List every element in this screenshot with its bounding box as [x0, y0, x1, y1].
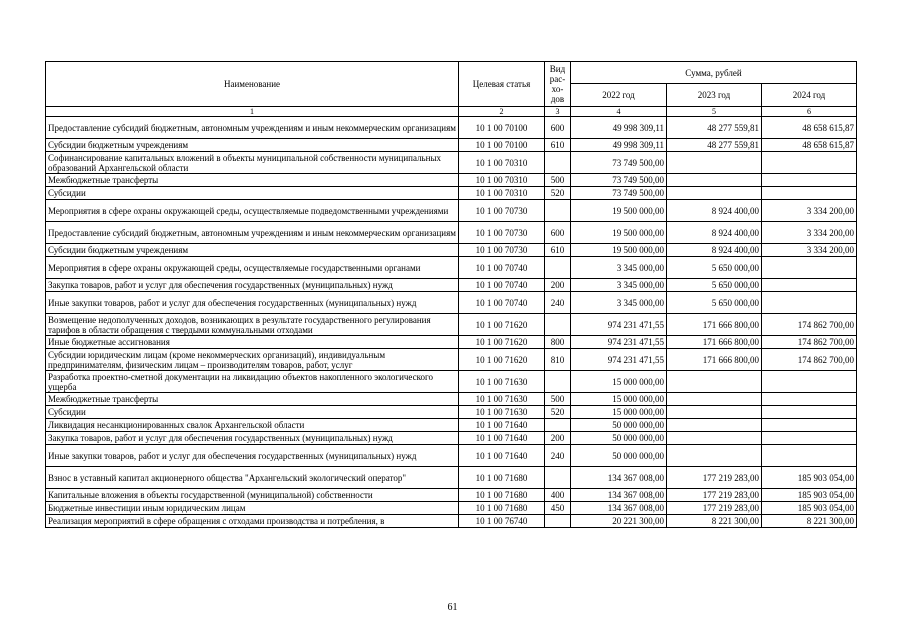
header-year-2023: 2023 год [667, 84, 762, 107]
row-amount-2023: 177 219 283,00 [667, 502, 762, 515]
row-amount-2022: 49 998 309,11 [571, 139, 667, 152]
row-name-text: Субсидии [48, 188, 86, 198]
row-amount-2023: 8 221 300,00 [667, 515, 762, 528]
column-number: 5 [667, 107, 762, 117]
row-amount-2023: 171 666 800,00 [667, 314, 762, 336]
row-amount-2023 [667, 174, 762, 187]
header-sum: Сумма, рублей [571, 62, 857, 84]
row-name [46, 200, 459, 222]
row-target-article: 10 1 00 71680 [459, 467, 545, 489]
row-amount-2024 [762, 187, 857, 200]
row-amount-2022: 3 345 000,00 [571, 257, 667, 279]
row-expense-type: 240 [545, 292, 571, 314]
row-amount-2022: 974 231 471,55 [571, 349, 667, 371]
row-amount-2023: 177 219 283,00 [667, 467, 762, 489]
row-amount-2024: 174 862 700,00 [762, 349, 857, 371]
row-expense-type: 400 [545, 489, 571, 502]
row-target-article: 10 1 00 70740 [459, 292, 545, 314]
row-amount-2023: 171 666 800,00 [667, 336, 762, 349]
header-year-2022: 2022 год [571, 84, 667, 107]
row-amount-2024 [762, 393, 857, 406]
row-amount-2022: 15 000 000,00 [571, 393, 667, 406]
row-amount-2022: 50 000 000,00 [571, 432, 667, 445]
row-name [46, 174, 459, 187]
row-amount-2023: 8 924 400,00 [667, 222, 762, 244]
row-amount-2022: 15 000 000,00 [571, 406, 667, 419]
row-name [46, 489, 459, 502]
row-amount-2024 [762, 174, 857, 187]
row-expense-type [545, 515, 571, 528]
row-name [46, 445, 459, 467]
column-number-row [46, 107, 857, 117]
row-target-article: 10 1 00 70740 [459, 279, 545, 292]
row-amount-2023: 48 277 559,81 [667, 117, 762, 139]
table-row [46, 371, 857, 393]
row-name-text: Межбюджетные трансферты [48, 394, 159, 404]
row-amount-2024: 3 334 200,00 [762, 222, 857, 244]
row-amount-2024: 48 658 615,87 [762, 117, 857, 139]
row-amount-2023 [667, 419, 762, 432]
row-expense-type: 610 [545, 244, 571, 257]
table-row [46, 515, 857, 528]
table-row [46, 349, 857, 371]
row-expense-type [545, 314, 571, 336]
row-expense-type: 240 [545, 445, 571, 467]
row-amount-2023 [667, 393, 762, 406]
row-amount-2022: 73 749 500,00 [571, 152, 667, 174]
row-name [46, 406, 459, 419]
header-target-article: Целевая статья [459, 62, 545, 107]
row-amount-2024 [762, 406, 857, 419]
table-row [46, 467, 857, 489]
row-target-article: 10 1 00 76740 [459, 515, 545, 528]
row-name [46, 419, 459, 432]
row-target-article: 10 1 00 70740 [459, 257, 545, 279]
table-row [46, 200, 857, 222]
table-row [46, 393, 857, 406]
row-name [46, 139, 459, 152]
header-name: Наименование [46, 62, 459, 107]
row-amount-2022: 73 749 500,00 [571, 174, 667, 187]
row-name [46, 393, 459, 406]
row-expense-type: 450 [545, 502, 571, 515]
row-name [46, 279, 459, 292]
row-expense-type: 600 [545, 117, 571, 139]
row-amount-2024 [762, 371, 857, 393]
row-target-article: 10 1 00 71640 [459, 432, 545, 445]
row-expense-type [545, 200, 571, 222]
row-name [46, 349, 459, 371]
row-amount-2024 [762, 279, 857, 292]
row-target-article: 10 1 00 71680 [459, 489, 545, 502]
row-name-text: Субсидии [48, 407, 86, 417]
table-row [46, 244, 857, 257]
row-amount-2023: 177 219 283,00 [667, 489, 762, 502]
table-row [46, 445, 857, 467]
row-name-text: Субсидии юридическим лицам (кроме некоммерческих организаций), индивидуальным предпринимателям, физическим лицам – производителям товаров, работ, услуг [48, 349, 386, 370]
row-name [46, 244, 459, 257]
table-row [46, 419, 857, 432]
row-name-text: Закупка товаров, работ и услуг для обеспечения государственных (муниципальных) нужд [48, 280, 393, 290]
row-target-article: 10 1 00 70100 [459, 139, 545, 152]
table-row [46, 222, 857, 244]
row-target-article: 10 1 00 71620 [459, 336, 545, 349]
table-row [46, 502, 857, 515]
row-name [46, 257, 459, 279]
row-name [46, 222, 459, 244]
row-amount-2023: 5 650 000,00 [667, 257, 762, 279]
table-row [46, 292, 857, 314]
row-amount-2024: 185 903 054,00 [762, 502, 857, 515]
row-name-text: Закупка товаров, работ и услуг для обеспечения государственных (муниципальных) нужд [48, 433, 393, 443]
row-amount-2023 [667, 406, 762, 419]
row-name-text: Иные бюджетные ассигнования [48, 337, 170, 347]
row-amount-2024: 185 903 054,00 [762, 467, 857, 489]
row-amount-2023: 171 666 800,00 [667, 349, 762, 371]
row-name-text: Реализация мероприятий в сфере обращения с отходами производства и потребления, в [48, 516, 385, 526]
row-amount-2024 [762, 152, 857, 174]
row-name-text: Предоставление субсидий бюджетным, автономным учреждениям и иным некоммерческим организациям [48, 227, 456, 238]
header-expense-type [545, 62, 571, 107]
row-target-article: 10 1 00 70310 [459, 152, 545, 174]
row-amount-2022: 974 231 471,55 [571, 336, 667, 349]
row-name [46, 371, 459, 393]
row-name [46, 152, 459, 174]
row-expense-type [545, 467, 571, 489]
row-amount-2022: 134 367 008,00 [571, 467, 667, 489]
row-amount-2022: 134 367 008,00 [571, 502, 667, 515]
row-target-article: 10 1 00 71680 [459, 502, 545, 515]
row-name [46, 187, 459, 200]
row-name [46, 117, 459, 139]
row-amount-2022: 974 231 471,55 [571, 314, 667, 336]
row-target-article: 10 1 00 70730 [459, 200, 545, 222]
header-expense-type-line: дов [550, 94, 565, 104]
budget-table [45, 61, 857, 528]
row-target-article: 10 1 00 70100 [459, 117, 545, 139]
row-target-article: 10 1 00 71630 [459, 406, 545, 419]
row-expense-type [545, 152, 571, 174]
row-amount-2022: 19 500 000,00 [571, 244, 667, 257]
table-row [46, 187, 857, 200]
row-name-text: Возмещение недополученных доходов, возникающих в результате государственного регулирования тарифов в области обращения с твердыми коммунальными отходами [48, 314, 431, 335]
row-amount-2024: 3 334 200,00 [762, 244, 857, 257]
row-target-article: 10 1 00 70730 [459, 222, 545, 244]
row-name [46, 336, 459, 349]
row-target-article: 10 1 00 71620 [459, 314, 545, 336]
row-amount-2022: 3 345 000,00 [571, 292, 667, 314]
row-expense-type: 800 [545, 336, 571, 349]
row-amount-2024: 185 903 054,00 [762, 489, 857, 502]
row-amount-2024 [762, 257, 857, 279]
row-name-text: Бюджетные инвестиции иным юридическим лицам [48, 503, 246, 513]
row-target-article: 10 1 00 71640 [459, 445, 545, 467]
table-row [46, 489, 857, 502]
row-amount-2022: 49 998 309,11 [571, 117, 667, 139]
row-expense-type: 520 [545, 406, 571, 419]
row-name-text: Межбюджетные трансферты [48, 175, 159, 185]
table-row [46, 257, 857, 279]
table-row [46, 336, 857, 349]
row-amount-2022: 19 500 000,00 [571, 222, 667, 244]
row-name [46, 292, 459, 314]
column-number: 3 [545, 107, 571, 117]
row-amount-2024: 3 334 200,00 [762, 200, 857, 222]
row-amount-2022: 73 749 500,00 [571, 187, 667, 200]
row-name-text: Взнос в уставный капитал акционерного общества "Архангельский экологический оператор" [48, 472, 407, 483]
row-amount-2024: 174 862 700,00 [762, 336, 857, 349]
row-expense-type: 810 [545, 349, 571, 371]
header-year-2024: 2024 год [762, 84, 857, 107]
row-amount-2024 [762, 445, 857, 467]
row-name-text: Иные закупки товаров, работ и услуг для обеспечения государственных (муниципальных) нужд [48, 297, 417, 308]
column-number: 4 [571, 107, 667, 117]
row-amount-2024: 48 658 615,87 [762, 139, 857, 152]
row-target-article: 10 1 00 71620 [459, 349, 545, 371]
row-amount-2024: 8 221 300,00 [762, 515, 857, 528]
row-target-article: 10 1 00 71630 [459, 371, 545, 393]
header-expense-type-line: Вид [549, 64, 566, 74]
row-name-text: Субсидии бюджетным учреждениям [48, 140, 189, 150]
row-name [46, 432, 459, 445]
table-row [46, 432, 857, 445]
row-name [46, 502, 459, 515]
column-number: 1 [46, 107, 459, 117]
page-number: 61 [447, 602, 458, 613]
row-name [46, 467, 459, 489]
row-name [46, 515, 459, 528]
row-name-text: Разработка проектно-сметной документации на ликвидацию объектов накопленного экологического ущерба [48, 371, 434, 392]
row-amount-2024: 174 862 700,00 [762, 314, 857, 336]
row-expense-type: 520 [545, 187, 571, 200]
row-amount-2023 [667, 187, 762, 200]
row-amount-2023 [667, 152, 762, 174]
row-amount-2023: 5 650 000,00 [667, 292, 762, 314]
row-name-text: Предоставление субсидий бюджетным, автономным учреждениям и иным некоммерческим организациям [48, 122, 456, 133]
row-amount-2023: 5 650 000,00 [667, 279, 762, 292]
table-row [46, 406, 857, 419]
row-amount-2022: 15 000 000,00 [571, 371, 667, 393]
table-row [46, 139, 857, 152]
row-amount-2023: 8 924 400,00 [667, 200, 762, 222]
row-expense-type: 500 [545, 174, 571, 187]
header-expense-type-line: хо- [551, 84, 564, 94]
row-expense-type: 610 [545, 139, 571, 152]
row-target-article: 10 1 00 71640 [459, 419, 545, 432]
row-amount-2022: 20 221 300,00 [571, 515, 667, 528]
header-expense-type-line: рас- [549, 74, 566, 84]
row-expense-type: 500 [545, 393, 571, 406]
row-name-text: Мероприятия в сфере охраны окружающей среды, осуществляемые государственными органами [48, 262, 421, 273]
row-amount-2022: 19 500 000,00 [571, 200, 667, 222]
row-expense-type: 600 [545, 222, 571, 244]
row-amount-2022: 3 345 000,00 [571, 279, 667, 292]
row-amount-2024 [762, 419, 857, 432]
row-target-article: 10 1 00 70730 [459, 244, 545, 257]
column-number: 6 [762, 107, 857, 117]
row-name [46, 314, 459, 336]
table-row [46, 279, 857, 292]
row-expense-type [545, 257, 571, 279]
table-row [46, 117, 857, 139]
row-name-text: Мероприятия в сфере охраны окружающей среды, осуществляемые подведомственными учреждениями [48, 205, 449, 216]
table-row [46, 152, 857, 174]
row-expense-type: 200 [545, 279, 571, 292]
row-target-article: 10 1 00 70310 [459, 187, 545, 200]
row-amount-2024 [762, 292, 857, 314]
row-amount-2022: 50 000 000,00 [571, 445, 667, 467]
row-target-article: 10 1 00 70310 [459, 174, 545, 187]
row-amount-2023: 48 277 559,81 [667, 139, 762, 152]
row-expense-type [545, 419, 571, 432]
row-name-text: Иные закупки товаров, работ и услуг для обеспечения государственных (муниципальных) нужд [48, 450, 417, 461]
row-amount-2023: 8 924 400,00 [667, 244, 762, 257]
row-expense-type [545, 371, 571, 393]
row-expense-type: 200 [545, 432, 571, 445]
row-amount-2023 [667, 445, 762, 467]
table-row [46, 314, 857, 336]
column-number: 2 [459, 107, 545, 117]
row-target-article: 10 1 00 71630 [459, 393, 545, 406]
row-amount-2023 [667, 432, 762, 445]
row-name-text: Софинансирование капитальных вложений в объекты муниципальной собственности муниципальных образований Архангельской области [48, 152, 442, 173]
row-amount-2023 [667, 371, 762, 393]
row-amount-2024 [762, 432, 857, 445]
table-body [46, 117, 857, 528]
row-name-text: Ликвидация несанкционированных свалок Архангельской области [48, 420, 305, 430]
row-amount-2022: 50 000 000,00 [571, 419, 667, 432]
row-name-text: Субсидии бюджетным учреждениям [48, 245, 189, 255]
row-name-text: Капитальные вложения в объекты государственной (муниципальной) собственности [48, 490, 373, 500]
table-row [46, 174, 857, 187]
row-amount-2022: 134 367 008,00 [571, 489, 667, 502]
